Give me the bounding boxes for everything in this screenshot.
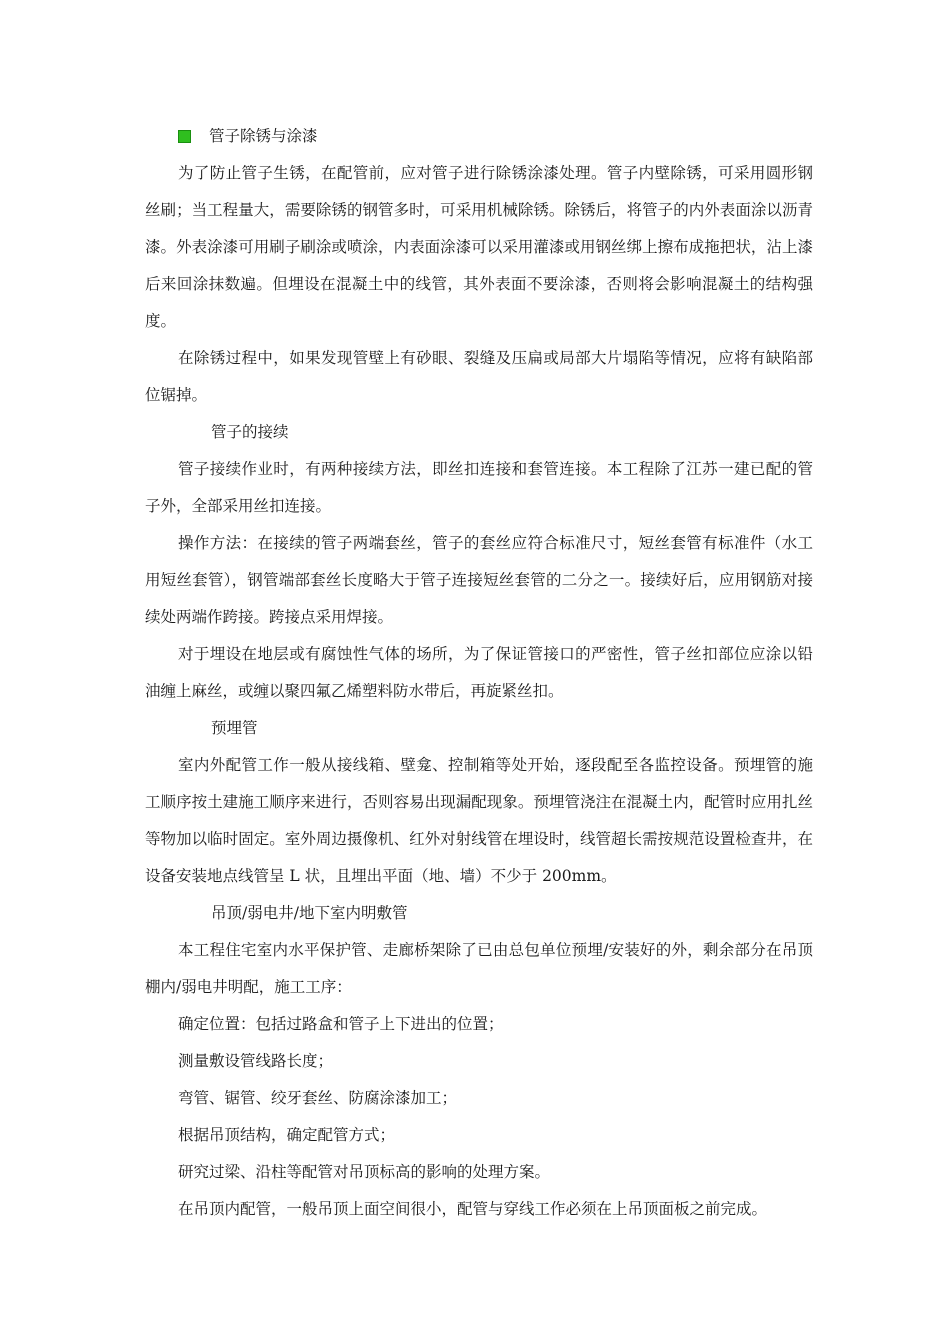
paragraph: 在吊顶内配管，一般吊顶上面空间很小，配管与穿线工作必须在上吊顶面板之前完成。 <box>178 1200 768 1218</box>
list-item: 弯管、锯管、绞牙套丝、防腐涂漆加工； <box>178 1089 458 1107</box>
list-item: 确定位置：包括过路盒和管子上下进出的位置； <box>178 1015 504 1033</box>
section-heading-rust <box>145 118 813 155</box>
section-heading-joint: 管子的接续 <box>211 423 289 441</box>
document-page <box>145 118 813 1228</box>
paragraph: 操作方法：在接续的管子两端套丝，管子的套丝应符合标准尺寸，短丝套管有标准件（水工用短丝套管），钢管端部套丝长度略大于管子连接短丝套管的二分之一。接续好后，应用钢筋对接续处两端作跨接。跨接点采用焊接。 <box>145 534 813 626</box>
heading-text: 管子除锈与涂漆 <box>209 127 318 145</box>
green-square-bullet-icon <box>178 130 191 143</box>
paragraph: 管子接续作业时，有两种接续方法，即丝扣连接和套管连接。本工程除了江苏一建已配的管子外，全部采用丝扣连接。 <box>145 460 813 515</box>
list-item: 研究过梁、沿柱等配管对吊顶标高的影响的处理方案。 <box>178 1163 551 1181</box>
paragraph: 为了防止管子生锈，在配管前，应对管子进行除锈涂漆处理。管子内壁除锈，可采用圆形钢丝刷；当工程量大，需要除锈的钢管多时，可采用机械除锈。除锈后，将管子的内外表面涂以沥青漆。外表涂漆可用刷子刷涂或喷涂，内表面涂漆可以采用灌漆或用钢丝绑上擦布成拖把状，沾上漆后来回涂抹数遍。但埋设在混凝土中的线管，其外表面不要涂漆，否则将会影响混凝土的结构强度。 <box>145 164 813 330</box>
section-heading-ceiling: 吊顶/弱电井/地下室内明敷管 <box>211 904 408 922</box>
section-heading-embed: 预埋管 <box>211 719 258 737</box>
paragraph: 本工程住宅室内水平保护管、走廊桥架除了已由总包单位预埋/安装好的外，剩余部分在吊顶棚内/弱电井明配，施工工序： <box>145 941 813 996</box>
paragraph: 对于埋设在地层或有腐蚀性气体的场所，为了保证管接口的严密性，管子丝扣部位应涂以铅油缠上麻丝，或缠以聚四氟乙烯塑料防水带后，再旋紧丝扣。 <box>145 645 813 700</box>
list-item: 测量敷设管线路长度； <box>178 1052 334 1070</box>
paragraph: 室内外配管工作一般从接线箱、壁龛、控制箱等处开始，逐段配至各监控设备。预埋管的施工顺序按土建施工顺序来进行，否则容易出现漏配现象。预埋管浇注在混凝土内，配管时应用扎丝等物加以临时固定。室外周边摄像机、红外对射线管在埋设时，线管超长需按规范设置检查井，在设备安装地点线管呈 L 状，且埋出平面（地、墙）不少于 200mm。 <box>145 756 813 885</box>
paragraph: 在除锈过程中，如果发现管壁上有砂眼、裂缝及压扁或局部大片塌陷等情况，应将有缺陷部位锯掉。 <box>145 349 813 404</box>
list-item: 根据吊顶结构，确定配管方式； <box>178 1126 396 1144</box>
